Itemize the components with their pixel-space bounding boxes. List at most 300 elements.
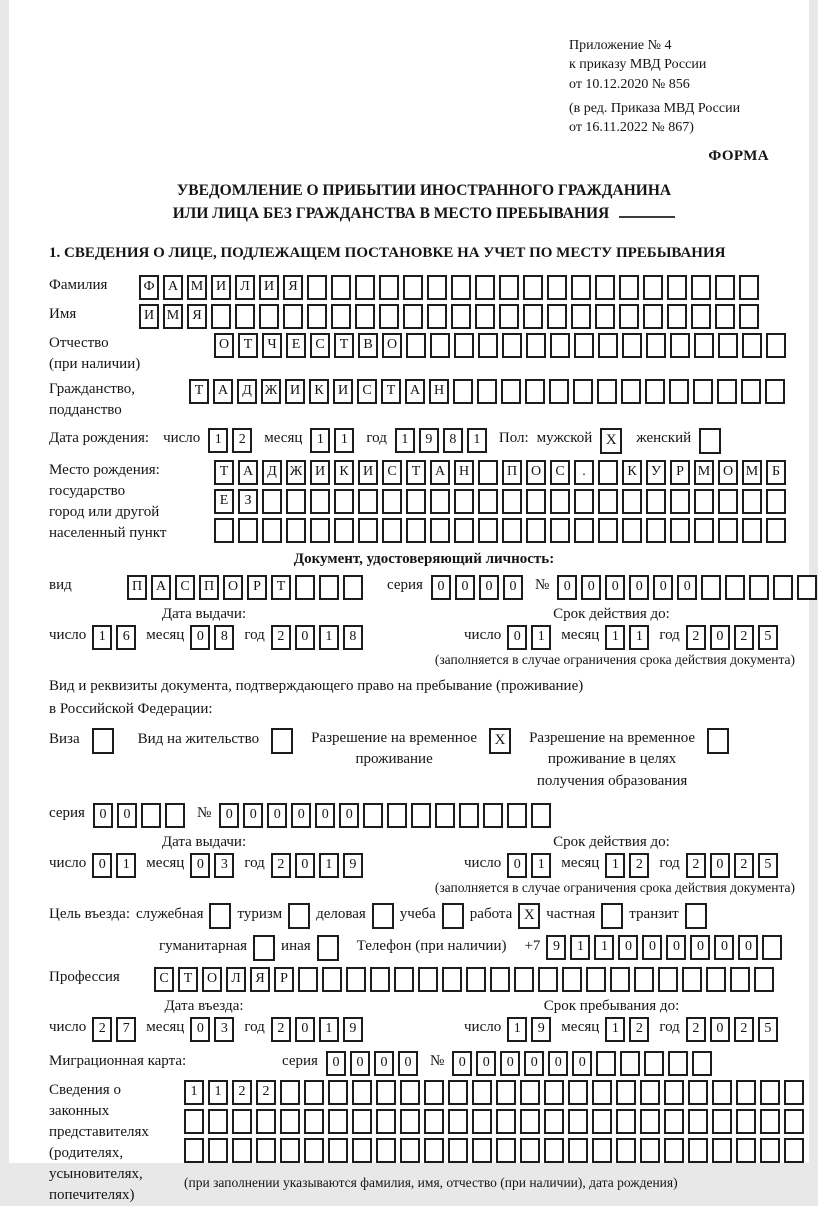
char-cell[interactable] <box>363 803 383 828</box>
char-cell[interactable] <box>328 1138 348 1163</box>
char-cell[interactable] <box>669 379 689 404</box>
id-doc-series-cells[interactable] <box>431 575 527 600</box>
char-cell[interactable] <box>259 304 279 329</box>
char-cell[interactable]: 0 <box>295 853 315 878</box>
char-cell[interactable] <box>616 1080 636 1105</box>
char-cell[interactable] <box>232 1109 252 1134</box>
char-cell[interactable] <box>477 379 497 404</box>
patronymic-cells[interactable] <box>214 333 790 358</box>
birthplace-cells-row3[interactable] <box>214 518 790 543</box>
char-cell[interactable]: 2 <box>271 853 291 878</box>
char-cell[interactable] <box>298 967 318 992</box>
char-cell[interactable] <box>739 304 759 329</box>
char-cell[interactable]: 0 <box>339 803 359 828</box>
char-cell[interactable] <box>592 1080 612 1105</box>
char-cell[interactable]: 1 <box>184 1080 204 1105</box>
birthplace-cells-row2[interactable] <box>214 489 790 514</box>
char-cell[interactable]: А <box>151 575 171 600</box>
char-cell[interactable]: 7 <box>116 1017 136 1042</box>
char-cell[interactable] <box>784 1080 804 1105</box>
char-cell[interactable] <box>424 1138 444 1163</box>
char-cell[interactable]: 0 <box>710 1017 730 1042</box>
char-cell[interactable] <box>620 1051 640 1076</box>
char-cell[interactable]: С <box>310 333 330 358</box>
char-cell[interactable] <box>701 575 721 600</box>
char-cell[interactable]: 0 <box>605 575 625 600</box>
char-cell[interactable] <box>280 1080 300 1105</box>
char-cell[interactable] <box>622 333 642 358</box>
char-cell[interactable]: 0 <box>92 853 112 878</box>
char-cell[interactable] <box>718 333 738 358</box>
char-cell[interactable] <box>507 803 527 828</box>
char-cell[interactable] <box>592 1109 612 1134</box>
char-cell[interactable] <box>256 1138 276 1163</box>
char-cell[interactable]: Л <box>226 967 246 992</box>
char-cell[interactable] <box>427 275 447 300</box>
char-cell[interactable] <box>760 1109 780 1134</box>
char-cell[interactable]: А <box>405 379 425 404</box>
char-cell[interactable] <box>736 1138 756 1163</box>
char-cell[interactable] <box>692 1051 712 1076</box>
char-cell[interactable] <box>773 575 793 600</box>
char-cell[interactable]: Р <box>274 967 294 992</box>
char-cell[interactable] <box>718 518 738 543</box>
char-cell[interactable] <box>334 518 354 543</box>
char-cell[interactable]: . <box>574 460 594 485</box>
char-cell[interactable] <box>760 1138 780 1163</box>
char-cell[interactable] <box>403 275 423 300</box>
char-cell[interactable]: 0 <box>690 935 710 960</box>
char-cell[interactable]: А <box>238 460 258 485</box>
char-cell[interactable]: 0 <box>374 1051 394 1076</box>
char-cell[interactable] <box>616 1109 636 1134</box>
char-cell[interactable] <box>184 1109 204 1134</box>
char-cell[interactable] <box>295 575 315 600</box>
char-cell[interactable]: 0 <box>398 1051 418 1076</box>
char-cell[interactable] <box>475 304 495 329</box>
char-cell[interactable] <box>387 803 407 828</box>
char-cell[interactable] <box>574 333 594 358</box>
char-cell[interactable] <box>331 275 351 300</box>
char-cell[interactable] <box>688 1138 708 1163</box>
char-cell[interactable] <box>453 379 473 404</box>
char-cell[interactable] <box>598 518 618 543</box>
id-issue-day-cells[interactable] <box>92 625 140 650</box>
char-cell[interactable] <box>502 489 522 514</box>
char-cell[interactable]: 0 <box>507 625 527 650</box>
char-cell[interactable] <box>760 1080 780 1105</box>
char-cell[interactable] <box>762 935 782 960</box>
char-cell[interactable] <box>427 304 447 329</box>
char-cell[interactable]: Т <box>406 460 426 485</box>
char-cell[interactable] <box>574 518 594 543</box>
char-cell[interactable] <box>531 803 551 828</box>
checkbox-purpose-other[interactable] <box>317 935 339 961</box>
char-cell[interactable] <box>232 1138 252 1163</box>
char-cell[interactable]: У <box>646 460 666 485</box>
char-cell[interactable] <box>715 304 735 329</box>
char-cell[interactable] <box>403 304 423 329</box>
char-cell[interactable]: Д <box>262 460 282 485</box>
stay-doc-number-cells[interactable] <box>219 803 555 828</box>
char-cell[interactable] <box>712 1080 732 1105</box>
char-cell[interactable]: 0 <box>503 575 523 600</box>
char-cell[interactable] <box>459 803 479 828</box>
char-cell[interactable] <box>430 518 450 543</box>
char-cell[interactable] <box>376 1138 396 1163</box>
char-cell[interactable]: 2 <box>734 625 754 650</box>
char-cell[interactable]: 8 <box>443 428 463 453</box>
char-cell[interactable] <box>526 333 546 358</box>
char-cell[interactable]: Ж <box>261 379 281 404</box>
char-cell[interactable]: 2 <box>629 1017 649 1042</box>
id-doc-number-cells[interactable] <box>557 575 818 600</box>
char-cell[interactable]: 0 <box>557 575 577 600</box>
char-cell[interactable]: Я <box>250 967 270 992</box>
char-cell[interactable] <box>670 333 690 358</box>
birthplace-cells-row1[interactable] <box>214 460 790 485</box>
char-cell[interactable]: 0 <box>581 575 601 600</box>
char-cell[interactable]: 0 <box>219 803 239 828</box>
char-cell[interactable] <box>496 1138 516 1163</box>
char-cell[interactable]: 2 <box>271 625 291 650</box>
char-cell[interactable] <box>688 1080 708 1105</box>
id-valid-month-cells[interactable] <box>605 625 653 650</box>
char-cell[interactable] <box>343 575 363 600</box>
checkbox-purpose-business[interactable] <box>372 903 394 929</box>
char-cell[interactable] <box>238 518 258 543</box>
char-cell[interactable]: Н <box>429 379 449 404</box>
char-cell[interactable] <box>640 1109 660 1134</box>
char-cell[interactable] <box>478 333 498 358</box>
char-cell[interactable]: 1 <box>507 1017 527 1042</box>
char-cell[interactable]: С <box>175 575 195 600</box>
char-cell[interactable]: М <box>742 460 762 485</box>
char-cell[interactable]: 1 <box>116 853 136 878</box>
char-cell[interactable] <box>736 1080 756 1105</box>
char-cell[interactable]: 1 <box>629 625 649 650</box>
char-cell[interactable] <box>643 275 663 300</box>
char-cell[interactable] <box>358 518 378 543</box>
char-cell[interactable] <box>520 1138 540 1163</box>
char-cell[interactable] <box>499 275 519 300</box>
char-cell[interactable]: Е <box>286 333 306 358</box>
char-cell[interactable] <box>520 1109 540 1134</box>
char-cell[interactable]: М <box>163 304 183 329</box>
char-cell[interactable] <box>322 967 342 992</box>
char-cell[interactable]: 0 <box>738 935 758 960</box>
char-cell[interactable] <box>622 489 642 514</box>
char-cell[interactable] <box>483 803 503 828</box>
char-cell[interactable] <box>334 489 354 514</box>
char-cell[interactable] <box>670 489 690 514</box>
char-cell[interactable]: Т <box>238 333 258 358</box>
char-cell[interactable]: 2 <box>686 853 706 878</box>
char-cell[interactable]: 2 <box>686 625 706 650</box>
char-cell[interactable] <box>571 275 591 300</box>
char-cell[interactable] <box>466 967 486 992</box>
char-cell[interactable]: С <box>550 460 570 485</box>
char-cell[interactable] <box>141 803 161 828</box>
char-cell[interactable]: З <box>238 489 258 514</box>
char-cell[interactable]: 0 <box>452 1051 472 1076</box>
char-cell[interactable] <box>694 518 714 543</box>
char-cell[interactable]: 0 <box>710 625 730 650</box>
char-cell[interactable]: 1 <box>319 625 339 650</box>
char-cell[interactable]: 9 <box>546 935 566 960</box>
char-cell[interactable] <box>754 967 774 992</box>
char-cell[interactable]: Е <box>214 489 234 514</box>
migration-series-cells[interactable] <box>326 1051 422 1076</box>
char-cell[interactable] <box>784 1109 804 1134</box>
stay-issue-year-cells[interactable] <box>271 853 367 878</box>
char-cell[interactable]: К <box>334 460 354 485</box>
char-cell[interactable]: 0 <box>677 575 697 600</box>
char-cell[interactable]: 1 <box>319 853 339 878</box>
char-cell[interactable] <box>619 275 639 300</box>
char-cell[interactable] <box>490 967 510 992</box>
char-cell[interactable] <box>448 1080 468 1105</box>
char-cell[interactable]: 1 <box>605 853 625 878</box>
char-cell[interactable] <box>256 1109 276 1134</box>
char-cell[interactable]: Ф <box>139 275 159 300</box>
char-cell[interactable]: 0 <box>295 625 315 650</box>
char-cell[interactable]: 3 <box>214 853 234 878</box>
stay-until-day-cells[interactable] <box>507 1017 555 1042</box>
char-cell[interactable] <box>304 1109 324 1134</box>
char-cell[interactable] <box>586 967 606 992</box>
char-cell[interactable]: 1 <box>395 428 415 453</box>
char-cell[interactable]: 1 <box>208 428 228 453</box>
char-cell[interactable]: 0 <box>326 1051 346 1076</box>
char-cell[interactable] <box>400 1080 420 1105</box>
char-cell[interactable]: 0 <box>190 853 210 878</box>
checkbox-female[interactable] <box>699 428 721 454</box>
checkbox-purpose-study[interactable] <box>442 903 464 929</box>
migration-number-cells[interactable] <box>452 1051 716 1076</box>
char-cell[interactable]: 2 <box>629 853 649 878</box>
char-cell[interactable]: 0 <box>548 1051 568 1076</box>
char-cell[interactable] <box>454 518 474 543</box>
stay-until-month-cells[interactable] <box>605 1017 653 1042</box>
char-cell[interactable] <box>766 518 786 543</box>
checkbox-purpose-work[interactable]: X <box>518 903 540 929</box>
char-cell[interactable]: П <box>502 460 522 485</box>
birth-month-cells[interactable] <box>310 428 358 453</box>
char-cell[interactable]: Т <box>334 333 354 358</box>
char-cell[interactable] <box>165 803 185 828</box>
char-cell[interactable] <box>765 379 785 404</box>
char-cell[interactable] <box>595 275 615 300</box>
char-cell[interactable] <box>454 333 474 358</box>
id-doc-kind-cells[interactable] <box>127 575 367 600</box>
char-cell[interactable]: 1 <box>570 935 590 960</box>
char-cell[interactable] <box>424 1080 444 1105</box>
representatives-cells-row2[interactable] <box>184 1109 808 1134</box>
char-cell[interactable] <box>718 489 738 514</box>
char-cell[interactable]: 2 <box>232 1080 252 1105</box>
char-cell[interactable] <box>568 1109 588 1134</box>
char-cell[interactable] <box>592 1138 612 1163</box>
representatives-cells-row3[interactable] <box>184 1138 808 1163</box>
char-cell[interactable] <box>394 967 414 992</box>
char-cell[interactable] <box>525 379 545 404</box>
char-cell[interactable]: А <box>430 460 450 485</box>
char-cell[interactable] <box>742 489 762 514</box>
char-cell[interactable] <box>550 518 570 543</box>
char-cell[interactable] <box>307 275 327 300</box>
char-cell[interactable]: 0 <box>479 575 499 600</box>
id-valid-day-cells[interactable] <box>507 625 555 650</box>
char-cell[interactable] <box>328 1080 348 1105</box>
char-cell[interactable] <box>262 489 282 514</box>
char-cell[interactable]: 0 <box>291 803 311 828</box>
char-cell[interactable]: 1 <box>531 853 551 878</box>
char-cell[interactable] <box>478 489 498 514</box>
char-cell[interactable] <box>280 1138 300 1163</box>
char-cell[interactable] <box>544 1138 564 1163</box>
char-cell[interactable]: О <box>202 967 222 992</box>
char-cell[interactable] <box>598 489 618 514</box>
char-cell[interactable] <box>382 518 402 543</box>
char-cell[interactable]: 2 <box>734 1017 754 1042</box>
char-cell[interactable]: 1 <box>92 625 112 650</box>
char-cell[interactable] <box>526 489 546 514</box>
char-cell[interactable] <box>370 967 390 992</box>
char-cell[interactable]: О <box>214 333 234 358</box>
char-cell[interactable]: О <box>718 460 738 485</box>
char-cell[interactable] <box>739 275 759 300</box>
char-cell[interactable]: Т <box>189 379 209 404</box>
char-cell[interactable]: 0 <box>629 575 649 600</box>
char-cell[interactable] <box>712 1138 732 1163</box>
char-cell[interactable] <box>646 518 666 543</box>
char-cell[interactable] <box>667 275 687 300</box>
char-cell[interactable] <box>262 518 282 543</box>
char-cell[interactable] <box>749 575 769 600</box>
char-cell[interactable]: 5 <box>758 625 778 650</box>
char-cell[interactable] <box>214 518 234 543</box>
char-cell[interactable] <box>715 275 735 300</box>
char-cell[interactable] <box>355 275 375 300</box>
char-cell[interactable]: 0 <box>267 803 287 828</box>
char-cell[interactable]: Ж <box>286 460 306 485</box>
checkbox-purpose-humanitarian[interactable] <box>253 935 275 961</box>
char-cell[interactable]: 0 <box>190 1017 210 1042</box>
char-cell[interactable]: 9 <box>531 1017 551 1042</box>
char-cell[interactable]: О <box>382 333 402 358</box>
char-cell[interactable] <box>664 1109 684 1134</box>
char-cell[interactable]: С <box>357 379 377 404</box>
char-cell[interactable]: Я <box>187 304 207 329</box>
char-cell[interactable] <box>286 489 306 514</box>
char-cell[interactable] <box>646 489 666 514</box>
char-cell[interactable] <box>310 489 330 514</box>
char-cell[interactable]: 9 <box>343 1017 363 1042</box>
char-cell[interactable]: И <box>139 304 159 329</box>
char-cell[interactable]: 0 <box>431 575 451 600</box>
char-cell[interactable] <box>634 967 654 992</box>
char-cell[interactable]: 5 <box>758 1017 778 1042</box>
char-cell[interactable] <box>352 1109 372 1134</box>
char-cell[interactable] <box>184 1138 204 1163</box>
char-cell[interactable]: Б <box>766 460 786 485</box>
id-issue-year-cells[interactable] <box>271 625 367 650</box>
checkbox-visa[interactable] <box>92 728 114 754</box>
representatives-cells-row1[interactable] <box>184 1080 808 1105</box>
char-cell[interactable] <box>355 304 375 329</box>
stay-issue-month-cells[interactable] <box>190 853 238 878</box>
char-cell[interactable]: Т <box>178 967 198 992</box>
char-cell[interactable]: 0 <box>572 1051 592 1076</box>
stay-issue-day-cells[interactable] <box>92 853 140 878</box>
char-cell[interactable] <box>688 1109 708 1134</box>
char-cell[interactable]: Д <box>237 379 257 404</box>
char-cell[interactable] <box>501 379 521 404</box>
stay-valid-day-cells[interactable] <box>507 853 555 878</box>
char-cell[interactable]: И <box>358 460 378 485</box>
char-cell[interactable] <box>211 304 231 329</box>
char-cell[interactable] <box>730 967 750 992</box>
char-cell[interactable] <box>712 1109 732 1134</box>
char-cell[interactable]: 0 <box>476 1051 496 1076</box>
checkbox-purpose-transit[interactable] <box>685 903 707 929</box>
char-cell[interactable]: В <box>358 333 378 358</box>
char-cell[interactable]: 0 <box>190 625 210 650</box>
char-cell[interactable] <box>574 489 594 514</box>
char-cell[interactable] <box>595 304 615 329</box>
char-cell[interactable] <box>448 1138 468 1163</box>
char-cell[interactable]: Н <box>454 460 474 485</box>
surname-cells[interactable] <box>139 275 763 300</box>
char-cell[interactable] <box>475 275 495 300</box>
char-cell[interactable] <box>741 379 761 404</box>
char-cell[interactable] <box>376 1080 396 1105</box>
char-cell[interactable] <box>784 1138 804 1163</box>
char-cell[interactable] <box>352 1138 372 1163</box>
char-cell[interactable]: О <box>223 575 243 600</box>
char-cell[interactable] <box>376 1109 396 1134</box>
char-cell[interactable]: Т <box>271 575 291 600</box>
char-cell[interactable] <box>568 1080 588 1105</box>
char-cell[interactable] <box>644 1051 664 1076</box>
char-cell[interactable] <box>208 1138 228 1163</box>
char-cell[interactable] <box>621 379 641 404</box>
char-cell[interactable] <box>668 1051 688 1076</box>
char-cell[interactable] <box>280 1109 300 1134</box>
char-cell[interactable] <box>568 1138 588 1163</box>
char-cell[interactable]: И <box>310 460 330 485</box>
char-cell[interactable]: 1 <box>531 625 551 650</box>
char-cell[interactable]: М <box>694 460 714 485</box>
char-cell[interactable] <box>610 967 630 992</box>
char-cell[interactable]: 0 <box>642 935 662 960</box>
char-cell[interactable] <box>430 333 450 358</box>
char-cell[interactable] <box>496 1109 516 1134</box>
char-cell[interactable] <box>400 1138 420 1163</box>
char-cell[interactable]: 2 <box>734 853 754 878</box>
char-cell[interactable] <box>645 379 665 404</box>
char-cell[interactable] <box>742 518 762 543</box>
char-cell[interactable] <box>435 803 455 828</box>
char-cell[interactable] <box>286 518 306 543</box>
checkbox-purpose-private[interactable] <box>601 903 623 929</box>
id-issue-month-cells[interactable] <box>190 625 238 650</box>
char-cell[interactable] <box>725 575 745 600</box>
char-cell[interactable]: 0 <box>524 1051 544 1076</box>
char-cell[interactable]: 1 <box>594 935 614 960</box>
char-cell[interactable]: 0 <box>618 935 638 960</box>
